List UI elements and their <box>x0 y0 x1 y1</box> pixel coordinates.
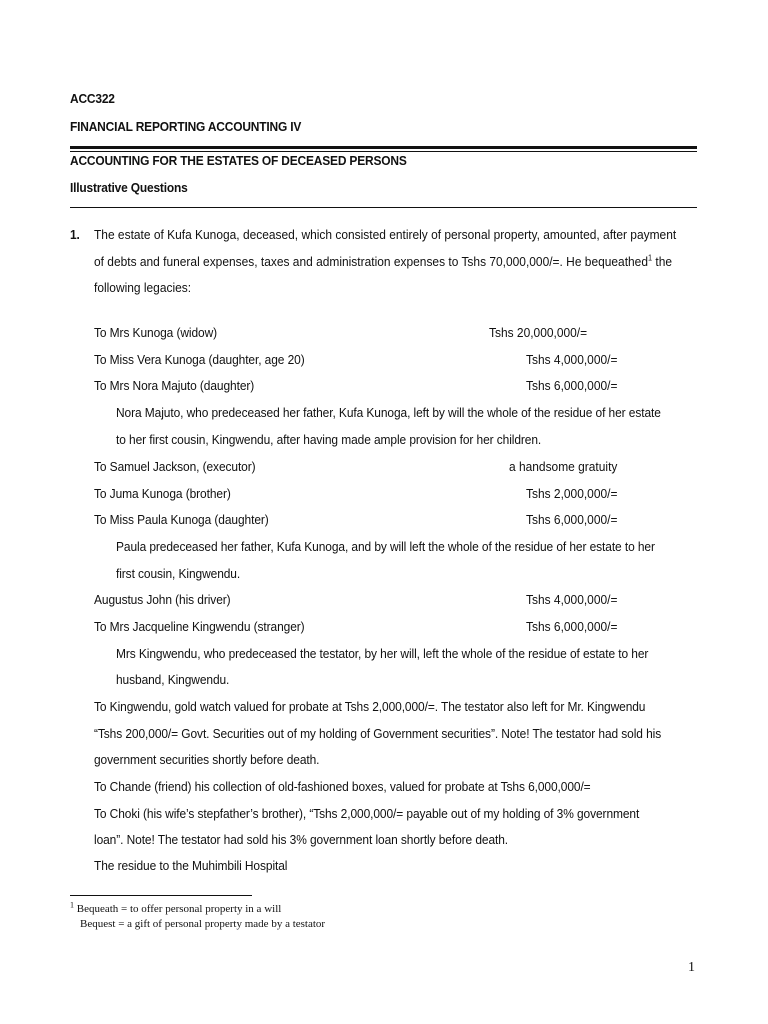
legacy-note: to her first cousin, Kingwendu, after having made ample provision for her children. <box>116 432 542 447</box>
closing-line: To Choki (his wife’s stepfather’s brother), “Tshs 2,000,000/= payable out of my holding of 3% government <box>94 806 640 821</box>
legacy-label: To Miss Vera Kunoga (daughter, age 20) <box>94 352 305 367</box>
legacy-label: To Miss Paula Kunoga (daughter) <box>94 512 269 527</box>
intro-line: of debts and funeral expenses, taxes and administration expenses to Tshs 70,000,000/=. He bequeathed$^1$ the <box>94 253 673 269</box>
question-number: 1. <box>70 227 80 242</box>
legacy-amount: Tshs 20,000,000/= <box>489 325 588 340</box>
legacy-label: Augustus John (his driver) <box>94 592 231 607</box>
legacy-amount: Tshs 6,000,000/= <box>526 512 618 527</box>
legacy-note: Mrs Kingwendu, who predeceased the testator, by her will, left the whole of the residue of estate to her <box>116 646 649 661</box>
legacy-label: To Juma Kunoga (brother) <box>94 486 231 501</box>
legacy-amount: Tshs 2,000,000/= <box>526 486 618 501</box>
closing-line: To Kingwendu, gold watch valued for probate at Tshs 2,000,000/=. The testator also left for Mr. Kingwendu <box>94 699 646 714</box>
closing-line: To Chande (friend) his collection of old-fashioned boxes, valued for probate at Tshs 6,000,000/= <box>94 779 591 794</box>
section-subtitle: Illustrative Questions <box>70 180 188 195</box>
footnote-1-continued: Bequest = a gift of personal property made by a testator <box>80 918 326 930</box>
intro-line: The estate of Kufa Kunoga, deceased, which consisted entirely of personal property, amounted, after payment <box>94 227 677 242</box>
legacy-amount: a handsome gratuity <box>509 459 618 474</box>
intro-line: following legacies: <box>94 280 192 295</box>
course-title: FINANCIAL REPORTING ACCOUNTING IV <box>70 119 302 134</box>
legacy-label: To Mrs Nora Majuto (daughter) <box>94 378 255 393</box>
legacy-label: To Mrs Jacqueline Kingwendu (stranger) <box>94 619 305 634</box>
legacy-amount: Tshs 4,000,000/= <box>526 352 618 367</box>
subtitle-rule <box>70 207 697 208</box>
footnote-mark: 1 <box>70 900 74 910</box>
legacy-amount: Tshs 6,000,000/= <box>526 619 618 634</box>
legacy-note: first cousin, Kingwendu. <box>116 566 241 581</box>
closing-line: loan”. Note! The testator had sold his 3% government loan shortly before death. <box>94 832 509 847</box>
closing-line: government securities shortly before death. <box>94 752 320 767</box>
legacy-amount: Tshs 4,000,000/= <box>526 592 618 607</box>
page-number: 1 <box>688 960 695 975</box>
footnote-1: $^1$ Bequeath = to offer personal property in a will <box>70 900 282 915</box>
legacy-label: To Mrs Kunoga (widow) <box>94 325 218 340</box>
closing-line: The residue to the Muhimbili Hospital <box>94 858 288 873</box>
legacy-amount: Tshs 6,000,000/= <box>526 378 618 393</box>
footnote-separator <box>70 895 252 896</box>
legacy-note: husband, Kingwendu. <box>116 672 230 687</box>
course-code: ACC322 <box>70 91 115 106</box>
legacy-note: Nora Majuto, who predeceased her father, Kufa Kunoga, left by will the whole of the residue of her estate <box>116 405 661 420</box>
header-rule-thin <box>70 151 697 152</box>
section-title: ACCOUNTING FOR THE ESTATES OF DECEASED PERSONS <box>70 153 407 168</box>
closing-line: “Tshs 200,000/= Govt. Securities out of my holding of Government securities”. Note! The testator had sold his <box>94 726 662 741</box>
header-rule-thick <box>70 146 697 149</box>
legacy-note: Paula predeceased her father, Kufa Kunoga, and by will left the whole of the residue of her estate to her <box>116 539 655 554</box>
footnote-ref[interactable]: 1 <box>647 253 653 263</box>
legacy-label: To Samuel Jackson, (executor) <box>94 459 256 474</box>
